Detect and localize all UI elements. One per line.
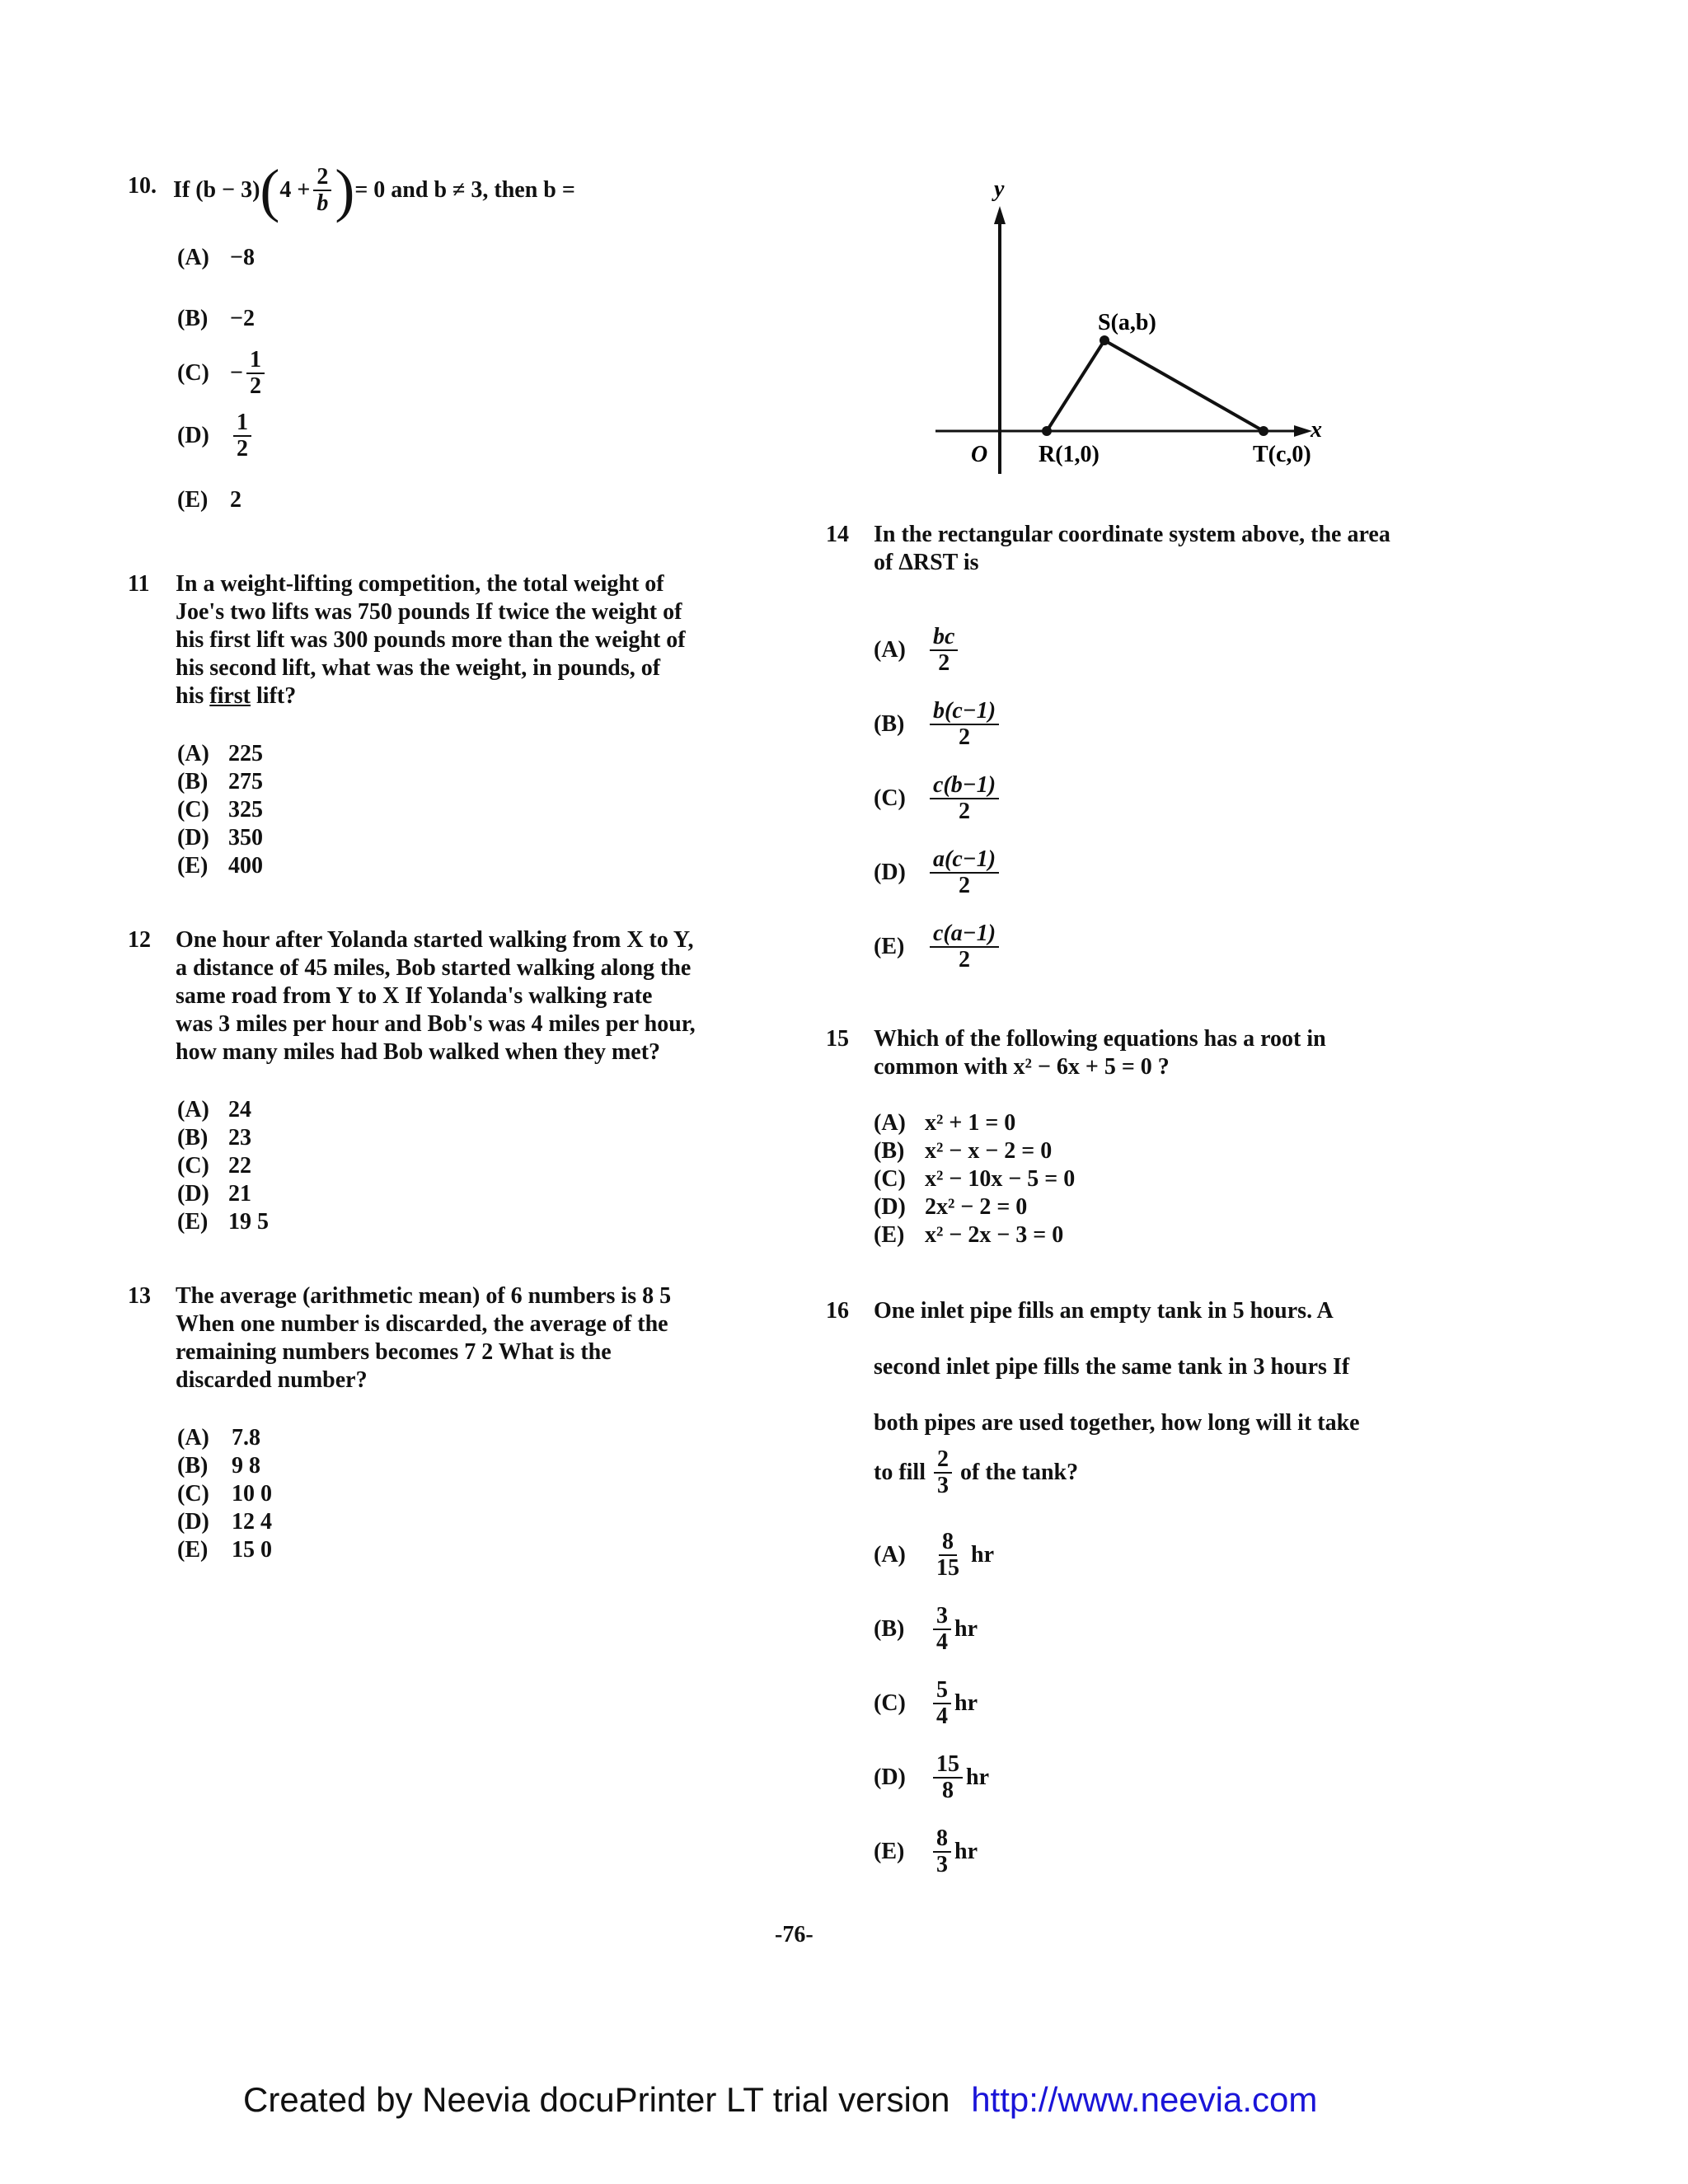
choice-label: (A) xyxy=(874,1110,906,1136)
choice-value: 350 xyxy=(228,825,263,851)
choice-label: (A) xyxy=(874,1542,906,1568)
choice-d[interactable] xyxy=(874,1741,994,1815)
choice-value: 2x² − 2 = 0 xyxy=(925,1194,1028,1220)
fraction xyxy=(233,410,251,462)
choice-label: (C) xyxy=(177,797,209,823)
choice-value: 22 xyxy=(228,1153,251,1179)
question-stem xyxy=(874,1025,1326,1081)
choice-a[interactable] xyxy=(177,1096,269,1124)
choice-value: 19 5 xyxy=(228,1209,269,1235)
stem-line: In the rectangular coordinate system above, the area xyxy=(874,522,1390,547)
stem-line xyxy=(176,682,686,710)
answer-choices xyxy=(874,613,1002,984)
choice-b[interactable] xyxy=(177,1452,272,1480)
choice-value: 225 xyxy=(228,741,263,766)
choice-label: (C) xyxy=(177,1153,209,1179)
footer-link[interactable]: http://www.neevia.com xyxy=(971,2080,1318,2119)
unit: hr xyxy=(966,1765,989,1790)
choice-a[interactable] xyxy=(177,1424,272,1452)
question-stem xyxy=(874,1297,1360,1498)
choice-c[interactable] xyxy=(874,762,1002,836)
fraction xyxy=(933,1678,951,1729)
choice-c[interactable] xyxy=(177,796,263,824)
answer-choices xyxy=(874,1518,994,1889)
point-t-label: T(c,0) xyxy=(1253,442,1311,467)
stem-line: When one number is discarded, the average of the xyxy=(176,1311,668,1337)
denominator: 4 xyxy=(936,1704,948,1729)
question-number: 13 xyxy=(128,1283,151,1309)
unit: hr xyxy=(954,1839,978,1864)
stem-line: a distance of 45 miles, Bob started walking along the xyxy=(176,955,692,981)
choice-value: 21 xyxy=(228,1181,251,1207)
choice-value: 9 8 xyxy=(232,1453,260,1479)
choice-label: (C) xyxy=(177,1481,209,1507)
choice-label: (C) xyxy=(177,360,209,386)
choice-value: 325 xyxy=(228,797,263,823)
choice-label: (B) xyxy=(177,769,209,794)
denominator: 2 xyxy=(237,436,248,462)
denominator: 3 xyxy=(937,1473,949,1498)
left-paren: ( xyxy=(260,157,280,223)
choice-value: 23 xyxy=(228,1125,251,1151)
choice-label: (E) xyxy=(177,487,209,513)
y-axis-label: y xyxy=(994,176,1005,202)
choice-c[interactable] xyxy=(177,344,268,402)
choice-c[interactable] xyxy=(177,1480,272,1508)
choice-d[interactable] xyxy=(874,836,1002,910)
fraction xyxy=(930,773,999,824)
stem-line xyxy=(874,1447,1360,1498)
numerator: 8 xyxy=(933,1826,951,1853)
choice-value: x² + 1 = 0 xyxy=(925,1110,1016,1136)
choice-e[interactable] xyxy=(874,910,1002,984)
denominator: 2 xyxy=(959,873,971,898)
stem-text: If (b − 3) xyxy=(173,177,260,203)
fraction xyxy=(934,1447,952,1498)
denominator: 2 xyxy=(249,373,261,399)
numerator: a(c−1) xyxy=(930,847,999,874)
choice-c[interactable] xyxy=(874,1165,1075,1193)
choice-label: (D) xyxy=(874,1765,906,1790)
choice-value: 24 xyxy=(228,1097,251,1122)
footer-text: Created by Neevia docuPrinter LT trial version xyxy=(243,2080,950,2119)
unit: hr xyxy=(954,1690,978,1716)
choice-value: x² − 2x − 3 = 0 xyxy=(925,1222,1064,1248)
numerator: 15 xyxy=(933,1752,963,1779)
footer-watermark xyxy=(243,2080,1317,2120)
stem-text: his xyxy=(176,683,204,709)
question-number: 16 xyxy=(826,1298,849,1324)
y-axis-arrow xyxy=(994,206,1006,224)
coordinate-graph xyxy=(907,165,1335,494)
question-stem xyxy=(874,521,1390,577)
answer-choices xyxy=(177,1096,269,1236)
unit: hr xyxy=(954,1616,978,1642)
x-axis-label: x xyxy=(1311,417,1322,443)
denominator: 3 xyxy=(936,1852,948,1877)
point-s xyxy=(1100,335,1109,345)
fraction xyxy=(933,1604,951,1655)
choice-e[interactable] xyxy=(874,1815,994,1889)
numerator: 3 xyxy=(933,1604,951,1630)
denominator: 2 xyxy=(959,799,971,824)
choice-label: (A) xyxy=(177,245,209,270)
choice-c[interactable] xyxy=(177,1152,269,1180)
choice-d[interactable] xyxy=(177,1508,272,1536)
choice-value: −2 xyxy=(230,306,255,331)
right-paren: ) xyxy=(335,157,355,223)
choice-label: (E) xyxy=(874,1839,905,1864)
stem-line: same road from Y to X If Yolanda's walking rate xyxy=(176,983,653,1009)
choice-d[interactable] xyxy=(874,1193,1075,1221)
stem-line: both pipes are used together, how long will it take xyxy=(874,1410,1360,1436)
stem-line: of ΔRST is xyxy=(874,550,979,575)
question-stem xyxy=(176,926,696,1066)
point-t xyxy=(1259,426,1268,436)
triangle-rst xyxy=(1047,340,1264,431)
choice-label: (D) xyxy=(874,1194,906,1220)
fraction xyxy=(930,625,958,676)
choice-d[interactable] xyxy=(177,1180,269,1208)
numerator: c(b−1) xyxy=(930,773,999,799)
choice-label: (E) xyxy=(177,853,209,879)
choice-b[interactable] xyxy=(177,768,263,796)
choice-a[interactable] xyxy=(177,740,263,768)
choice-sign: − xyxy=(230,360,243,386)
choice-label: (B) xyxy=(874,711,905,737)
choice-value: 7.8 xyxy=(232,1425,260,1451)
stem-line: his first lift was 300 pounds more than the weight of xyxy=(176,627,686,653)
choice-a[interactable] xyxy=(874,1109,1075,1137)
answer-choices xyxy=(874,1109,1075,1249)
answer-choices xyxy=(177,239,268,519)
choice-label: (D) xyxy=(177,825,209,851)
choice-e[interactable] xyxy=(177,852,263,880)
denominator: 8 xyxy=(942,1778,954,1803)
x-axis-arrow xyxy=(1294,425,1312,437)
fraction xyxy=(933,1752,963,1803)
choice-value: 15 0 xyxy=(232,1537,272,1563)
choice-label: (A) xyxy=(177,741,209,766)
choice-label: (D) xyxy=(874,860,906,885)
point-r-label: R(1,0) xyxy=(1039,442,1100,467)
page-number: -76- xyxy=(775,1922,814,1947)
stem-line: common with x² − 6x + 5 = 0 ? xyxy=(874,1054,1170,1080)
choice-e[interactable] xyxy=(874,1221,1075,1249)
stem-text: = 0 and b ≠ 3, then b = xyxy=(354,177,575,203)
choice-label: (E) xyxy=(177,1209,209,1235)
choice-e[interactable] xyxy=(177,481,268,519)
question-number: 14 xyxy=(826,522,849,547)
stem-line: Which of the following equations has a root in xyxy=(874,1026,1326,1052)
question-stem xyxy=(176,1282,671,1394)
stem-text: lift? xyxy=(256,683,297,709)
question-number: 12 xyxy=(128,927,151,953)
choice-label: (B) xyxy=(874,1138,905,1164)
origin-label: O xyxy=(971,442,988,467)
choice-value: 2 xyxy=(230,487,241,513)
question-number: 15 xyxy=(826,1026,849,1052)
numerator: 8 xyxy=(939,1530,957,1556)
fraction xyxy=(933,1826,951,1877)
choice-label: (E) xyxy=(874,1222,905,1248)
choice-b[interactable] xyxy=(177,300,268,338)
choice-label: (A) xyxy=(874,637,906,663)
fraction xyxy=(930,847,999,898)
choice-value: 12 4 xyxy=(232,1509,272,1535)
denominator: 2 xyxy=(959,724,971,750)
denominator: 15 xyxy=(936,1555,959,1581)
choice-label: (C) xyxy=(874,1166,906,1192)
numerator: b(c−1) xyxy=(930,699,999,725)
numerator: 5 xyxy=(933,1678,951,1704)
numerator: 2 xyxy=(934,1447,952,1474)
stem-line: how many miles had Bob walked when they met? xyxy=(176,1039,661,1065)
unit: hr xyxy=(971,1542,994,1568)
choice-value: x² − x − 2 = 0 xyxy=(925,1138,1053,1164)
choice-b[interactable] xyxy=(177,1124,269,1152)
stem-line: The average (arithmetic mean) of 6 numbers is 8 5 xyxy=(176,1283,672,1309)
answer-choices xyxy=(177,1424,272,1564)
fraction xyxy=(930,699,999,750)
numerator: 1 xyxy=(246,348,265,374)
choice-b[interactable] xyxy=(874,1137,1075,1165)
stem-line: Joe's two lifts was 750 pounds If twice the weight of xyxy=(176,599,682,625)
choice-value: −8 xyxy=(230,245,255,270)
stem-line: One hour after Yolanda started walking from X to Y, xyxy=(176,927,694,953)
fraction xyxy=(246,348,265,399)
numerator: 1 xyxy=(233,410,251,437)
fraction xyxy=(313,165,331,216)
question-number: 10. xyxy=(128,173,157,199)
choice-label: (B) xyxy=(177,1125,209,1151)
choice-label: (A) xyxy=(177,1097,209,1122)
stem-line: discarded number? xyxy=(176,1367,368,1393)
choice-label: (C) xyxy=(874,785,906,811)
choice-a[interactable] xyxy=(177,239,268,277)
question-number: 11 xyxy=(128,571,150,597)
denominator: 4 xyxy=(936,1629,948,1655)
choice-a[interactable] xyxy=(874,613,1002,687)
numerator: bc xyxy=(930,625,958,651)
fraction xyxy=(930,921,999,972)
stem-line: second inlet pipe fills the same tank in 3 hours If xyxy=(874,1354,1350,1380)
question-stem xyxy=(176,570,686,710)
denominator: 2 xyxy=(938,650,950,676)
choice-label: (D) xyxy=(177,1509,209,1535)
stem-text: 4 + xyxy=(279,177,311,203)
stem-text: of the tank? xyxy=(960,1460,1079,1485)
stem-line: was 3 miles per hour and Bob's was 4 miles per hour, xyxy=(176,1011,696,1037)
choice-label: (A) xyxy=(177,1425,209,1451)
choice-e[interactable] xyxy=(177,1536,272,1564)
choice-label: (B) xyxy=(874,1616,905,1642)
question-stem xyxy=(173,157,575,223)
stem-text: to fill xyxy=(874,1460,926,1485)
choice-label: (C) xyxy=(874,1690,906,1716)
stem-line: One inlet pipe fills an empty tank in 5 hours. A xyxy=(874,1298,1334,1324)
choice-a[interactable] xyxy=(874,1518,994,1592)
denominator: b xyxy=(316,190,329,216)
stem-line: his second lift, what was the weight, in pounds, of xyxy=(176,655,661,681)
choice-label: (D) xyxy=(177,423,209,448)
choice-label: (E) xyxy=(874,934,905,959)
stem-line: remaining numbers becomes 7 2 What is the xyxy=(176,1339,612,1365)
answer-choices xyxy=(177,740,263,880)
choice-e[interactable] xyxy=(177,1208,269,1236)
numerator: c(a−1) xyxy=(930,921,999,948)
choice-d[interactable] xyxy=(177,824,263,852)
choice-label: (B) xyxy=(177,306,209,331)
fraction xyxy=(933,1530,963,1581)
choice-b[interactable] xyxy=(874,687,1002,762)
choice-label: (D) xyxy=(177,1181,209,1207)
point-r xyxy=(1042,426,1052,436)
stem-line: In a weight-lifting competition, the total weight of xyxy=(176,571,664,597)
numerator: 2 xyxy=(313,165,331,191)
choice-label: (E) xyxy=(177,1537,209,1563)
question-10 xyxy=(128,157,705,523)
stem-emphasis: first xyxy=(209,683,251,709)
choice-d[interactable] xyxy=(177,407,268,465)
choice-c[interactable] xyxy=(874,1666,994,1741)
choice-value: 400 xyxy=(228,853,263,879)
choice-label: (B) xyxy=(177,1453,209,1479)
choice-value: 10 0 xyxy=(232,1481,272,1507)
denominator: 2 xyxy=(959,947,971,972)
choice-b[interactable] xyxy=(874,1592,994,1666)
choice-value: x² − 10x − 5 = 0 xyxy=(925,1166,1076,1192)
choice-value: 275 xyxy=(228,769,263,794)
point-s-label: S(a,b) xyxy=(1098,310,1156,335)
